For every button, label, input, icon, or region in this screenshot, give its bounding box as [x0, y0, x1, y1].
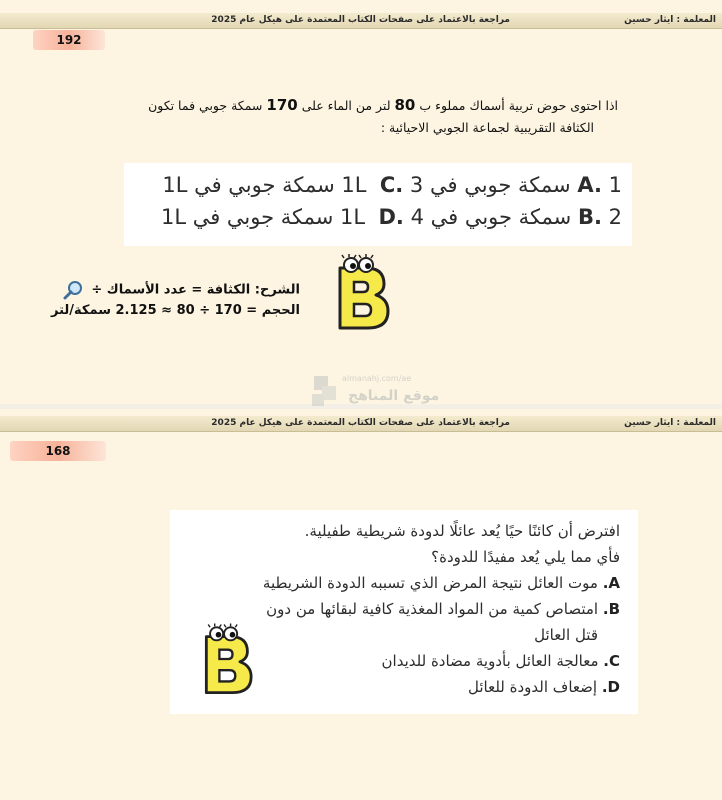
option-text: إضعاف الدودة للعائل: [467, 678, 598, 696]
option-label: C.: [603, 652, 620, 670]
option-label: A.: [602, 574, 620, 592]
option-d-text: 4 سمكة جوبي في 1L: [160, 205, 424, 229]
option-d-label: D.: [378, 205, 404, 229]
page-number-badge: 192: [33, 30, 105, 50]
magnifier-icon: [63, 280, 83, 300]
option-a-label: A.: [577, 173, 602, 197]
question-part: سمكة جوبي فما تكون: [148, 98, 263, 113]
header-title: مراجعة بالاعتماد على صفحات الكتاب المعتمدة على هيكل عام 2025: [211, 418, 510, 428]
page-header: [0, 13, 722, 29]
option-label: D.: [601, 678, 620, 696]
question-text: [98, 94, 618, 139]
options-box: [124, 163, 632, 246]
teacher-name: المعلمة : ايثار حسين: [624, 15, 716, 25]
explanation: [51, 280, 300, 321]
header-title: مراجعة بالاعتماد على صفحات الكتاب المعتمدة على هيكل عام 2025: [211, 15, 510, 25]
option-a: [180, 570, 620, 596]
teacher-name: المعلمة : ايثار حسين: [624, 418, 716, 428]
question-line-2: الكثافة التقريبية لجماعة الجوبي الاحيائية :: [380, 120, 594, 135]
option-text: موت العائل نتيجة المرض الذي تسببه الدودة الشريطية: [262, 574, 598, 592]
watermark-title: موقع المناهج: [348, 388, 440, 404]
count-value: 170: [266, 96, 298, 114]
option-c-label: C.: [379, 173, 404, 197]
page-number-badge: 168: [10, 441, 106, 461]
option-text: معالجة العائل بأدوية مضادة للديدان: [381, 652, 599, 670]
options-row-1: [162, 173, 622, 197]
option-text: امتصاص كمية من المواد المغذية كافية لبقائها من دون: [266, 600, 599, 618]
explanation-line-1: الشرح: الكثافة = عدد الأسماك ÷: [91, 282, 300, 298]
question-line-2: فأي مما يلي يُعد مفيدًا للدودة؟: [431, 548, 620, 566]
answer-b-text: B: [228, 675, 230, 677]
watermark-url: almanahj.com/ae: [342, 374, 412, 383]
option-b: [180, 596, 620, 622]
option-c-text: 3 سمكة جوبي في 1L: [162, 173, 424, 197]
question-part: لتر من الماء على: [301, 98, 391, 113]
options-row-2: [161, 205, 622, 229]
answer-b-text: B: [364, 310, 365, 311]
option-text: قتل العائل: [534, 626, 598, 644]
option-b-text: 2 سمكة جوبي في 1L: [340, 205, 622, 229]
volume-value: 80: [394, 96, 416, 114]
page-header: [0, 416, 722, 432]
question-line-1: افترض أن كائنًا حيًا يُعد عائلًا لدودة شريطية طفيلية.: [304, 522, 620, 540]
answer-b-mascot: [330, 254, 390, 330]
answer-b-mascot: [197, 623, 253, 695]
option-label: B.: [602, 600, 620, 618]
option-a-text: 1 سمكة جوبي في 1L: [341, 173, 622, 197]
option-b-label: B.: [577, 205, 602, 229]
explanation-line-2: الحجم = 170 ÷ 80 ≈ 2.125 سمكة/لتر: [51, 302, 300, 318]
question-part: اذا احتوى حوض تربية أسماك مملوء ب: [419, 98, 618, 113]
